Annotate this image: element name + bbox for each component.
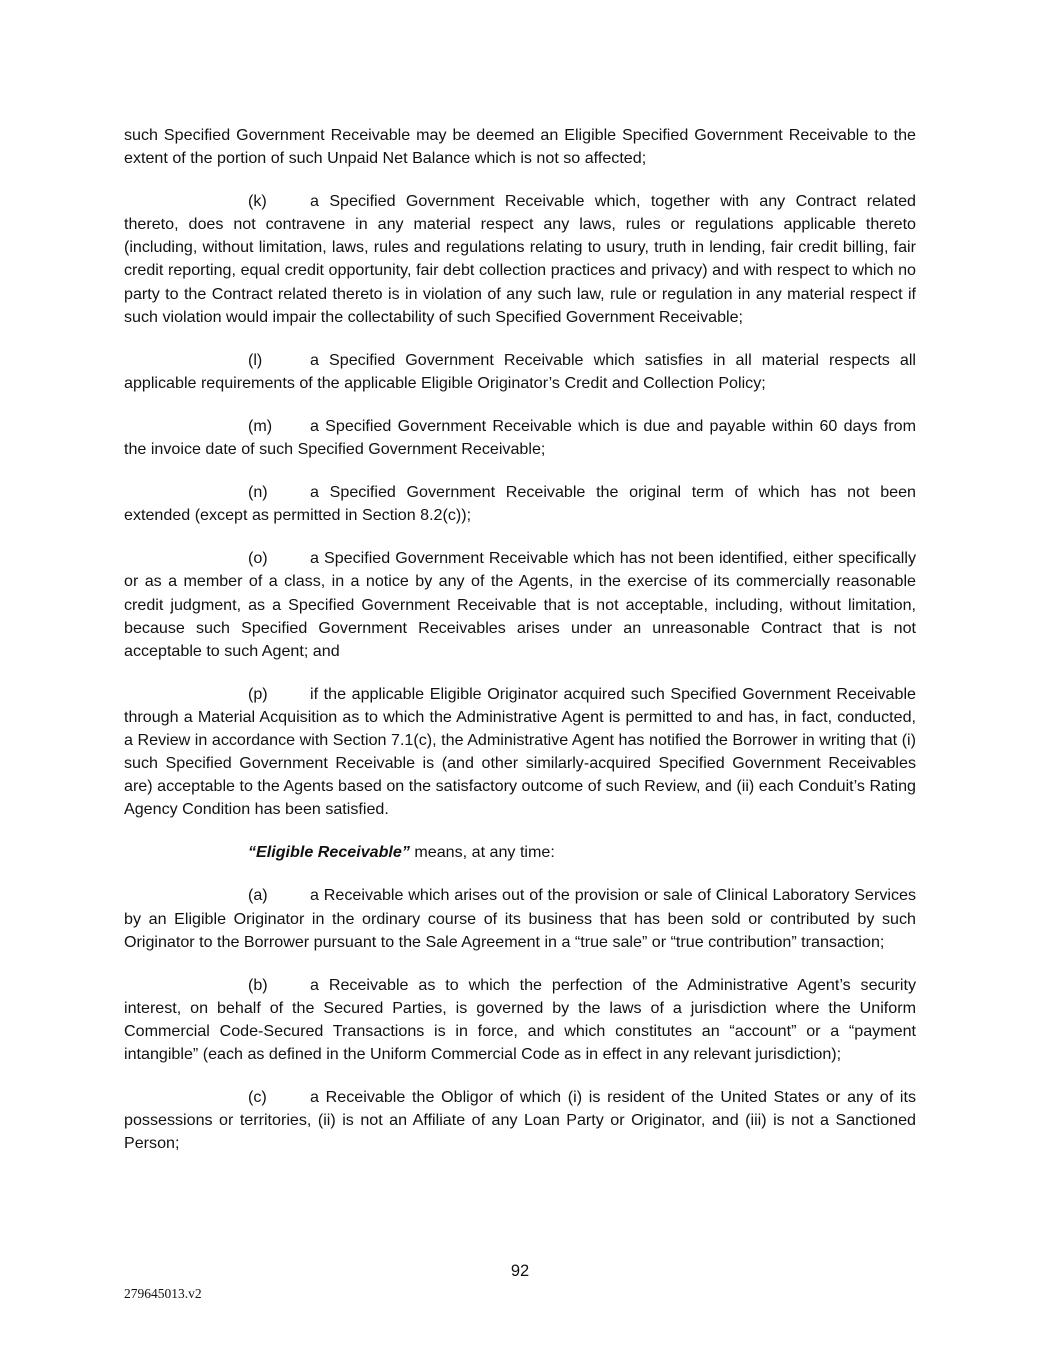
clause-text: a Specified Government Receivable which is due and payable within 60 days from the invoice date of such Specified Government Receivable; bbox=[124, 416, 916, 459]
clause-text: a Specified Government Receivable the original term of which has not been extended (except as permitted in Section 8.2(c)); bbox=[124, 483, 916, 525]
clause-label: (l) bbox=[248, 350, 263, 369]
clause-a bbox=[124, 884, 916, 953]
clause-k bbox=[124, 190, 916, 329]
clause-n bbox=[124, 481, 916, 527]
clause-text: a Receivable as to which the perfection of the Administrative Agent’s security interest, on behalf of the Secured Parties, is governed by the laws of a jurisdiction where the Uniform Commercial Code-Secured Transactions is in force, and which constitutes an “account” or a “payment intangible” (each as defined in the Uniform Commercial Code as in effect in any relevant jurisdiction); bbox=[124, 975, 916, 1063]
document-body bbox=[124, 124, 916, 1175]
clause-label: (c) bbox=[248, 1088, 267, 1107]
clause-label: (o) bbox=[248, 549, 268, 568]
clause-text: if the applicable Eligible Originator acquired such Specified Government Receivable through a Material Acquisition as to which the Administrative Agent is permitted to and has, in fact, conducted, a Review in accordance with Section 7.1(c), the Administrative Agent has notified the Borrower in writing that (i) such Specified Government Receivable is (and other similarly-acquired Specified Government Receivables are) acceptable to the Agents based on the satisfactory outcome of such Review, and (ii) each Conduit’s Rating Agency Condition has been satisfied. bbox=[124, 684, 916, 819]
continuation-paragraph: such Specified Government Receivable may be deemed an Eligible Specified Government Receivable to the extent of the portion of such Unpaid Net Balance which is not so affected; bbox=[124, 126, 916, 168]
document-id: 279645013.v2 bbox=[124, 1286, 202, 1301]
clause-p bbox=[124, 683, 916, 822]
clause-m bbox=[124, 415, 916, 461]
clause-label: (a) bbox=[248, 886, 268, 905]
clause-l bbox=[124, 349, 916, 395]
clause-label: (k) bbox=[248, 192, 267, 211]
clause-text: a Specified Government Receivable which satisfies in all material respects all applicable requirements of the applicable Eligible Originator’s Credit and Collection Policy; bbox=[124, 350, 916, 392]
clause-text: a Receivable the Obligor of which (i) is resident of the United States or any of its possessions or territories, (ii) is not an Affiliate of any Loan Party or Originator, and (iii) is not a Sanctioned Person; bbox=[124, 1088, 916, 1153]
clause-label: (p) bbox=[248, 684, 268, 703]
clause-text: a Specified Government Receivable which has not been identified, either specifically or as a member of a class, in a notice by any of the Agents, in the exercise of its commercially reasonable credit judgment, as a Specified Government Receivable that is not acceptable, including, without limitation, because such Specified Government Receivables arises under an unreasonable Contract that is not acceptable to such Agent; and bbox=[124, 549, 916, 660]
definition-eligible-receivable bbox=[124, 841, 916, 864]
clause-label: (b) bbox=[248, 975, 268, 994]
clause-label: (m) bbox=[248, 416, 273, 435]
clause-text: a Receivable which arises out of the provision or sale of Clinical Laboratory Services by an Eligible Originator in the ordinary course of its business that has been sold or contributed by such Originator to the Borrower pursuant to the Sale Agreement in a “true sale” or “true contribution” transaction; bbox=[124, 886, 916, 951]
defined-term: “Eligible Receivable” bbox=[248, 843, 410, 862]
clause-text: a Specified Government Receivable which, together with any Contract related thereto, does not contravene in any material respect any laws, rules or regulations applicable thereto (including, without limitation, laws, rules and regulations relating to usury, truth in lending, fair credit billing, fair credit reporting, equal credit opportunity, fair debt collection practices and privacy) and with respect to which no party to the Contract related thereto is in violation of any such law, rule or regulation in any material respect if such violation would impair the collectability of such Specified Government Receivable; bbox=[124, 192, 916, 326]
clause-b bbox=[124, 974, 916, 1066]
page-number: 92 bbox=[510, 1262, 530, 1280]
clause-label: (n) bbox=[248, 483, 268, 502]
definition-intro: means, at any time: bbox=[409, 843, 555, 862]
clause-c bbox=[124, 1086, 916, 1155]
clause-o bbox=[124, 547, 916, 662]
